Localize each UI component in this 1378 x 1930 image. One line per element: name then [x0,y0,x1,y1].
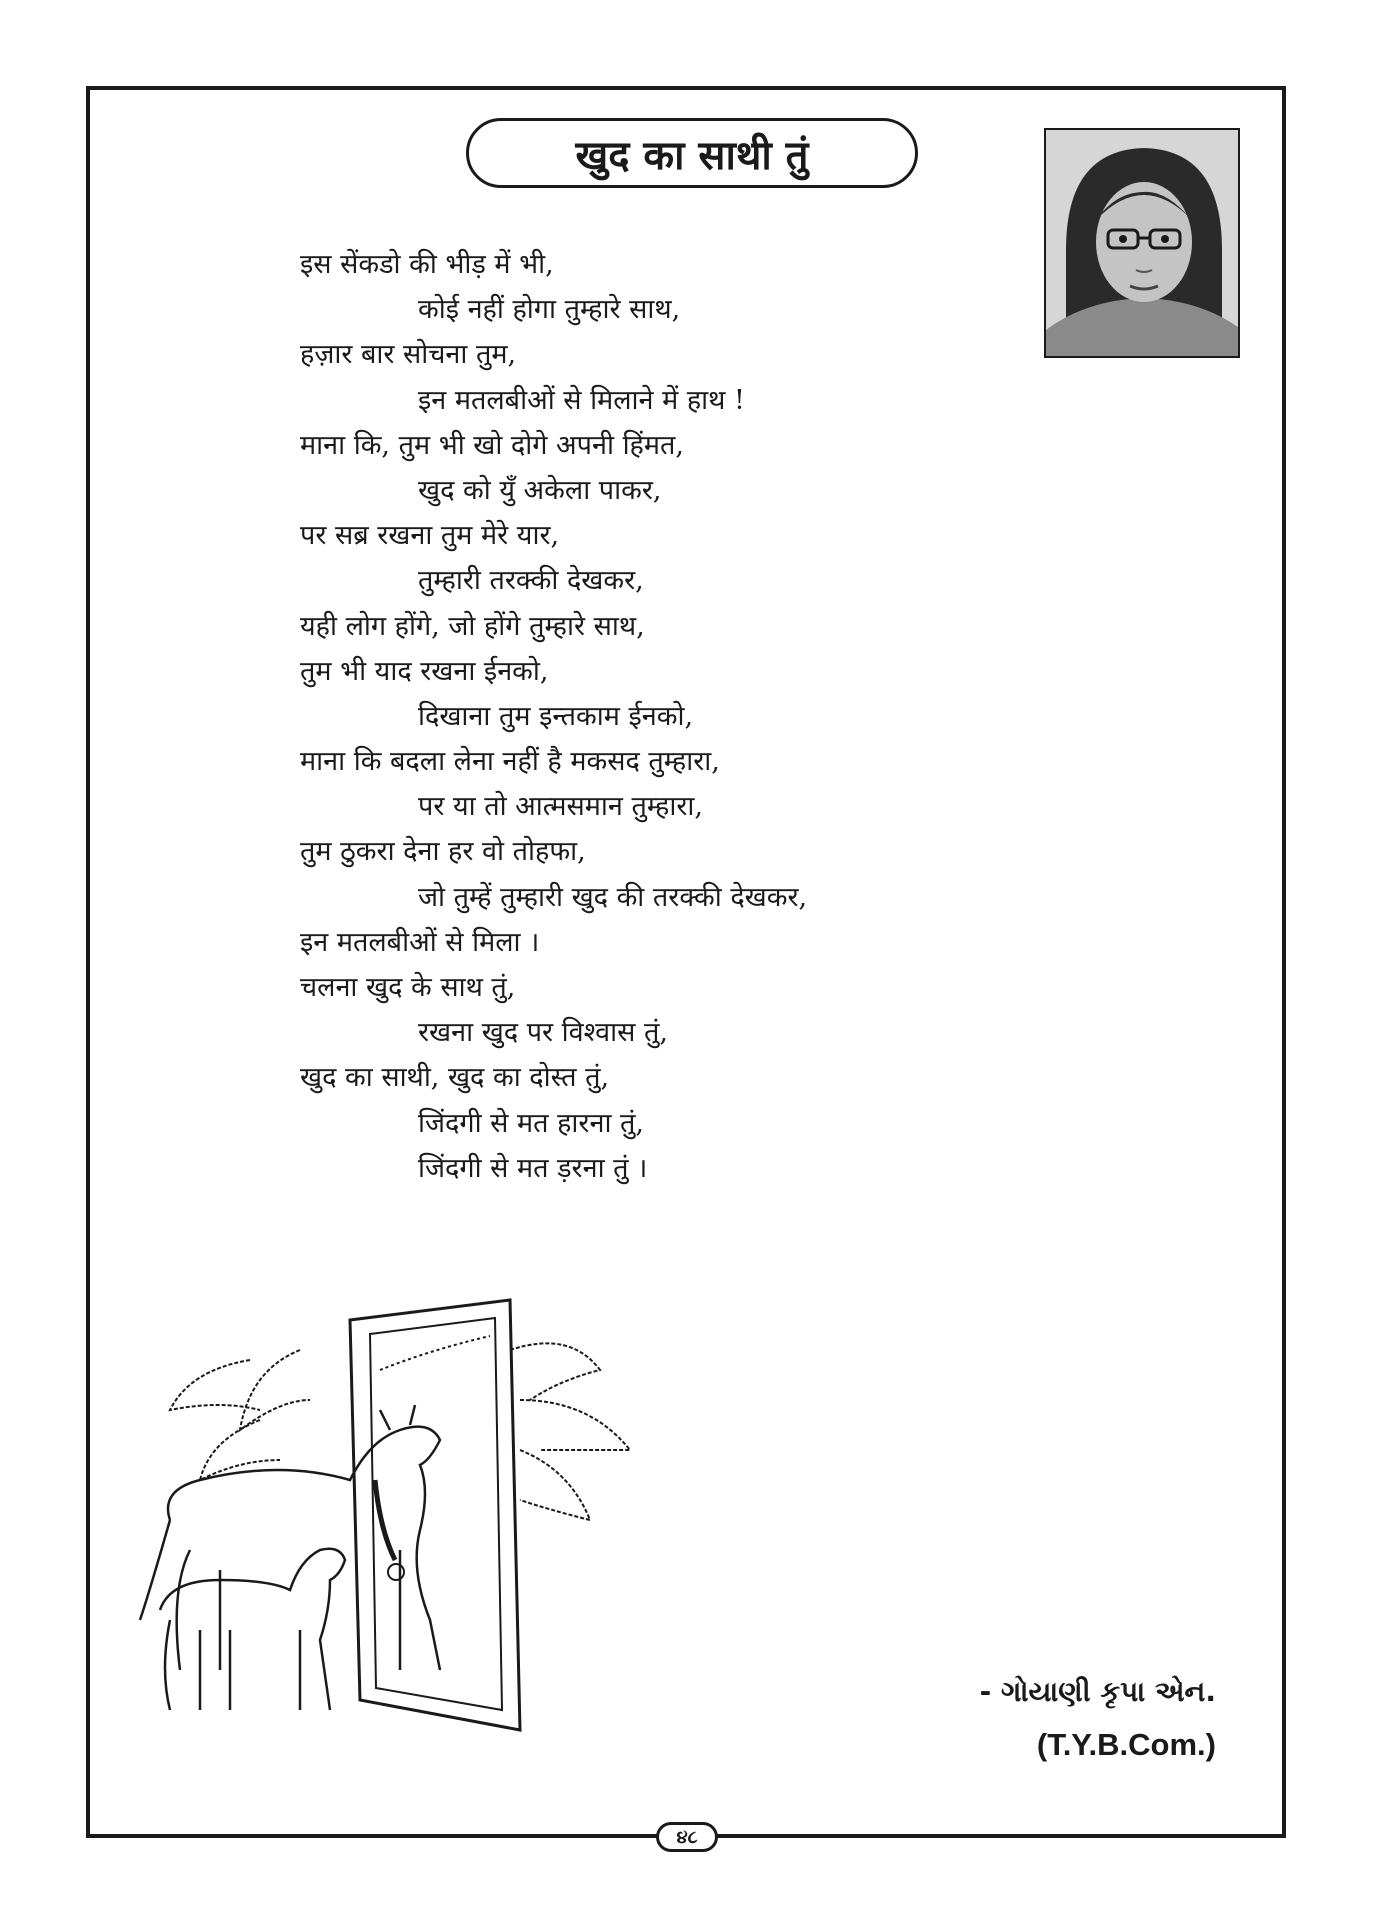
poem-line: पर या तो आत्मसमान तुम्हारा, [418,791,703,823]
poem-line: रखना खुद पर विश्वास तुं, [418,1017,668,1049]
poem-line: जिंदगी से मत हारना तुं, [418,1107,644,1139]
poem-line: तुम्हारी तरक्की देखकर, [418,565,644,597]
poem-line: खुद का साथी, खुद का दोस्त तुं, [300,1062,610,1094]
author-portrait-icon [1046,130,1240,358]
cow-calf-doorway-illustration [130,1290,640,1760]
page-number: ૪૮ [656,1822,718,1852]
poem-line: तुम भी याद रखना ईनको, [300,655,549,687]
poem-line: दिखाना तुम इन्तकाम ईनको, [418,700,694,732]
poem-line: इस सेंकडो की भीड़ में भी, [300,249,554,280]
poem-line: हज़ार बार सोचना तुम, [300,339,517,371]
poem-line: इन मतलबीओं से मिला । [300,926,540,958]
poem-body [300,242,980,1191]
poem-line: पर सब्र रखना तुम मेरे यार, [300,520,560,552]
author-class: (T.Y.B.Com.) [1036,1727,1216,1762]
poem-title [466,118,918,188]
poem-line: माना कि, तुम भी खो दोगे अपनी हिंमत, [300,429,685,461]
poem-line: कोई नहीं होगा तुम्हारे साथ, [418,294,681,326]
poem-line: चलना खुद के साथ तुं, [300,972,516,1003]
poem-line: माना कि बदला लेना नहीं है मकसद तुम्हारा, [300,746,720,778]
poem-line: यही लोग होंगे, जो होंगे तुम्हारे साथ, [300,610,645,642]
poem-title-text: खुद का साथी तुं [575,132,809,179]
poem-line: जिंदगी से मत ड़रना तुं । [418,1152,648,1184]
author-name: - ગોયાણી કૃપા એન. [979,1675,1216,1708]
author-photo [1044,128,1240,358]
poem-line: जो तुम्हें तुम्हारी खुद की तरक्की देखकर, [418,881,808,913]
poem-line: तुम ठुकरा देना हर वो तोहफा, [300,836,586,868]
poem-line: इन मतलबीओं से मिलाने में हाथ ! [418,384,745,416]
poem-line: खुद को युँ अकेला पाकर, [418,474,662,506]
